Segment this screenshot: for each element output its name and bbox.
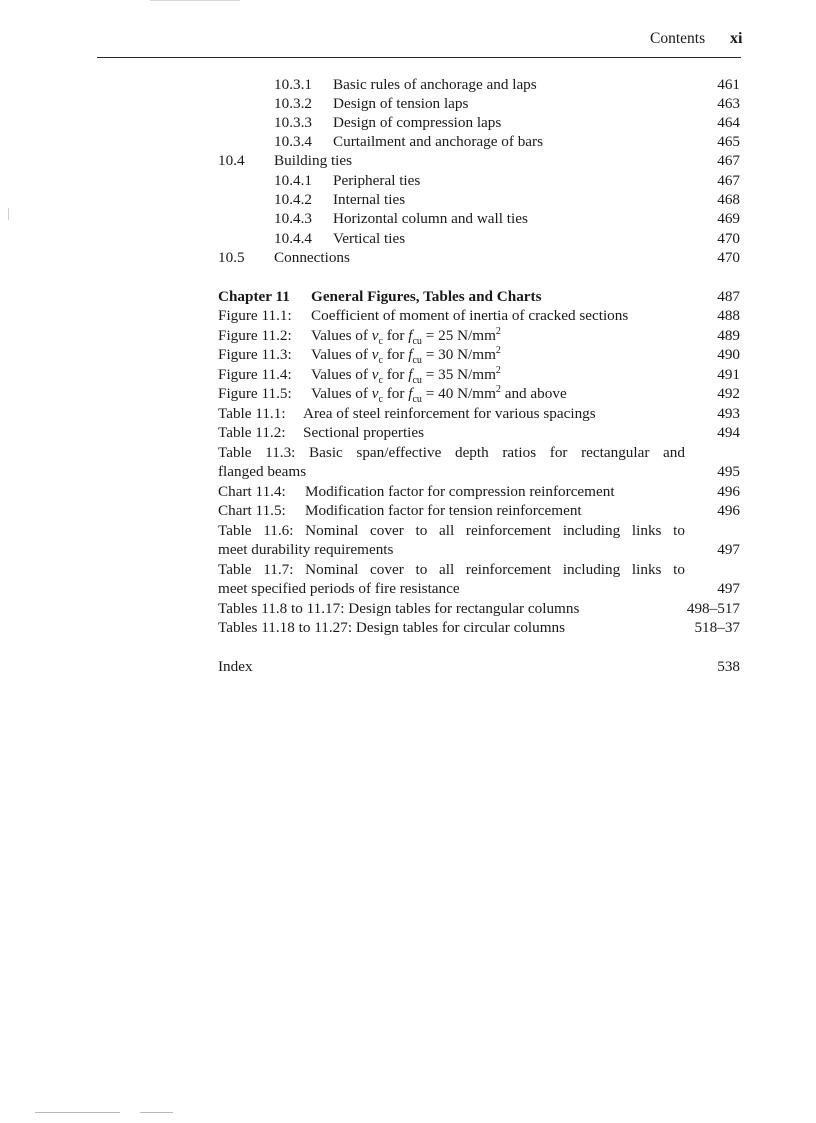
figure-page: 488 [717, 307, 740, 324]
table-11-7-line1: Table 11.7: Nominal cover to all reinforcement including links to [218, 561, 685, 578]
index-page: 538 [717, 658, 740, 675]
toc-chart-entry[interactable] [0, 482, 816, 501]
toc-entry[interactable] [0, 229, 816, 248]
table-title: Area of steel reinforcement for various spacings [303, 405, 596, 422]
index-title: Index [218, 658, 253, 675]
design-tables-page: 498–517 [686, 600, 740, 617]
toc-entry-number: 10.3.4 [274, 133, 312, 150]
scan-artifact-top [150, 0, 240, 1]
chapter-heading[interactable] [0, 287, 816, 306]
toc-entry-number: 10.4.4 [274, 230, 312, 247]
table-11-6-line1: Table 11.6: Nominal cover to all reinforcement including links to [218, 522, 685, 539]
chapter-label: Chapter 11 [218, 288, 290, 305]
header-rule [97, 57, 741, 58]
toc-entry[interactable] [0, 113, 816, 132]
toc-entry[interactable] [0, 190, 816, 209]
toc-entry-number: 10.5 [218, 249, 245, 266]
toc-table-entry[interactable] [0, 404, 816, 423]
toc-table-entry-line2[interactable] [0, 579, 816, 598]
toc-table-entry-line1[interactable] [0, 560, 816, 579]
toc-entry-number: 10.4 [218, 152, 245, 169]
toc-entry-title: Connections [274, 249, 350, 266]
table-page: 497 [717, 541, 740, 558]
figure-title: Values of $v_c$ for $f_{cu} = 40$ $N/mm^2$ and above [311, 383, 567, 406]
toc-entry-number: 10.3.1 [274, 76, 312, 93]
toc-entry-page: 463 [717, 95, 740, 112]
toc-chart-entry[interactable] [0, 501, 816, 520]
toc-entry-page: 468 [717, 191, 740, 208]
toc-entry[interactable] [0, 171, 816, 190]
table-label: Table 11.1: [218, 405, 286, 422]
figure-label: Figure 11.1: [218, 307, 292, 324]
toc-entry-title: Curtailment and anchorage of bars [333, 133, 544, 150]
figure-title: Values of $v_c$ for $f_{cu} = 30$ $N/mm^2$ [311, 344, 501, 367]
toc-entry-title: Vertical ties [333, 230, 406, 247]
toc-entry[interactable] [0, 209, 816, 228]
toc-entry[interactable] [0, 132, 816, 151]
table-page: 497 [717, 580, 740, 597]
running-header-page-number: xi [730, 30, 743, 47]
toc-entry-number: 10.4.3 [274, 210, 312, 227]
scan-artifact-bottom-left [35, 1112, 120, 1113]
toc-entry-number: 10.3.3 [274, 114, 312, 131]
toc-entry-title: Basic rules of anchorage and laps [333, 76, 537, 93]
chapter-page: 487 [717, 288, 740, 305]
table-11-7-line2: meet specified periods of fire resistance [218, 580, 460, 597]
chapter-title: General Figures, Tables and Charts [311, 288, 542, 305]
toc-entry-page: 467 [717, 152, 740, 169]
toc-entry-title: Peripheral ties [333, 172, 421, 189]
running-header-title: Contents [650, 30, 706, 47]
design-tables-title: Tables 11.18 to 11.27: Design tables for circular columns [218, 619, 566, 636]
toc-table-entry[interactable] [0, 423, 816, 442]
figure-title: Coefficient of moment of inertia of cracked sections [311, 307, 629, 324]
figure-page: 492 [717, 385, 740, 402]
table-label: Table 11.2: [218, 424, 286, 441]
chart-title: Modification factor for compression reinforcement [305, 483, 615, 500]
table-page: 495 [717, 463, 740, 480]
table-page: 494 [717, 424, 740, 441]
toc-entry-page: 465 [717, 133, 740, 150]
toc-table-entry-line1[interactable] [0, 443, 816, 462]
toc-entry[interactable] [0, 94, 816, 113]
toc-entry-page: 470 [717, 249, 740, 266]
toc-entry-number: 10.3.2 [274, 95, 312, 112]
toc-entry[interactable] [0, 248, 816, 267]
toc-entry-page: 469 [717, 210, 740, 227]
toc-figure-entry[interactable] [0, 383, 816, 406]
toc-entry[interactable] [0, 75, 816, 94]
toc-table-entry-line1[interactable] [0, 521, 816, 540]
figure-page: 490 [717, 346, 740, 363]
figure-label: Figure 11.5: [218, 385, 292, 402]
scan-artifact-bottom-left-2 [140, 1112, 173, 1113]
chart-page: 496 [717, 483, 740, 500]
toc-entry-page: 464 [717, 114, 740, 131]
figure-page: 489 [717, 327, 740, 344]
toc-figure-entry[interactable] [0, 325, 816, 348]
chart-label: Chart 11.5: [218, 502, 286, 519]
table-11-3-line1: Table 11.3: Basic span/effective depth ratios for rectangular and [218, 444, 685, 461]
figure-label: Figure 11.4: [218, 366, 292, 383]
chart-label: Chart 11.4: [218, 483, 286, 500]
toc-entry-title: Design of compression laps [333, 114, 502, 131]
table-title: Sectional properties [303, 424, 425, 441]
toc-table-entry-line2[interactable] [0, 462, 816, 481]
toc-entry-number: 10.4.2 [274, 191, 312, 208]
toc-index-entry[interactable] [0, 657, 816, 676]
toc-figure-entry[interactable] [0, 364, 816, 387]
toc-entry-number: 10.4.1 [274, 172, 312, 189]
toc-entry-title: Internal ties [333, 191, 406, 208]
table-page: 493 [717, 405, 740, 422]
toc-entry-page: 467 [717, 172, 740, 189]
figure-title: Values of $v_c$ for $f_{cu} = 25$ $N/mm^2$ [311, 325, 501, 348]
toc-figure-entry[interactable] [0, 344, 816, 367]
chart-page: 496 [717, 502, 740, 519]
toc-table-entry-line2[interactable] [0, 540, 816, 559]
table-11-3-line2: flanged beams [218, 463, 307, 480]
table-11-6-line2: meet durability requirements [218, 541, 394, 558]
toc-entry-title: Design of tension laps [333, 95, 469, 112]
toc-entry-title: Building ties [274, 152, 353, 169]
toc-entry-title: Horizontal column and wall ties [333, 210, 528, 227]
toc-entry[interactable] [0, 151, 816, 170]
toc-entry-page: 470 [717, 230, 740, 247]
design-tables-page: 518–37 [694, 619, 740, 636]
toc-design-tables-entry[interactable] [0, 599, 816, 618]
figure-label: Figure 11.2: [218, 327, 292, 344]
toc-entry-page: 461 [717, 76, 740, 93]
toc-design-tables-entry[interactable] [0, 618, 816, 637]
figure-label: Figure 11.3: [218, 346, 292, 363]
design-tables-title: Tables 11.8 to 11.17: Design tables for rectangular columns [218, 600, 580, 617]
toc-figure-entry[interactable] [0, 306, 816, 325]
figure-page: 491 [717, 366, 740, 383]
figure-title: Values of $v_c$ for $f_{cu} = 35$ $N/mm^2$ [311, 364, 501, 387]
chart-title: Modification factor for tension reinforcement [305, 502, 582, 519]
